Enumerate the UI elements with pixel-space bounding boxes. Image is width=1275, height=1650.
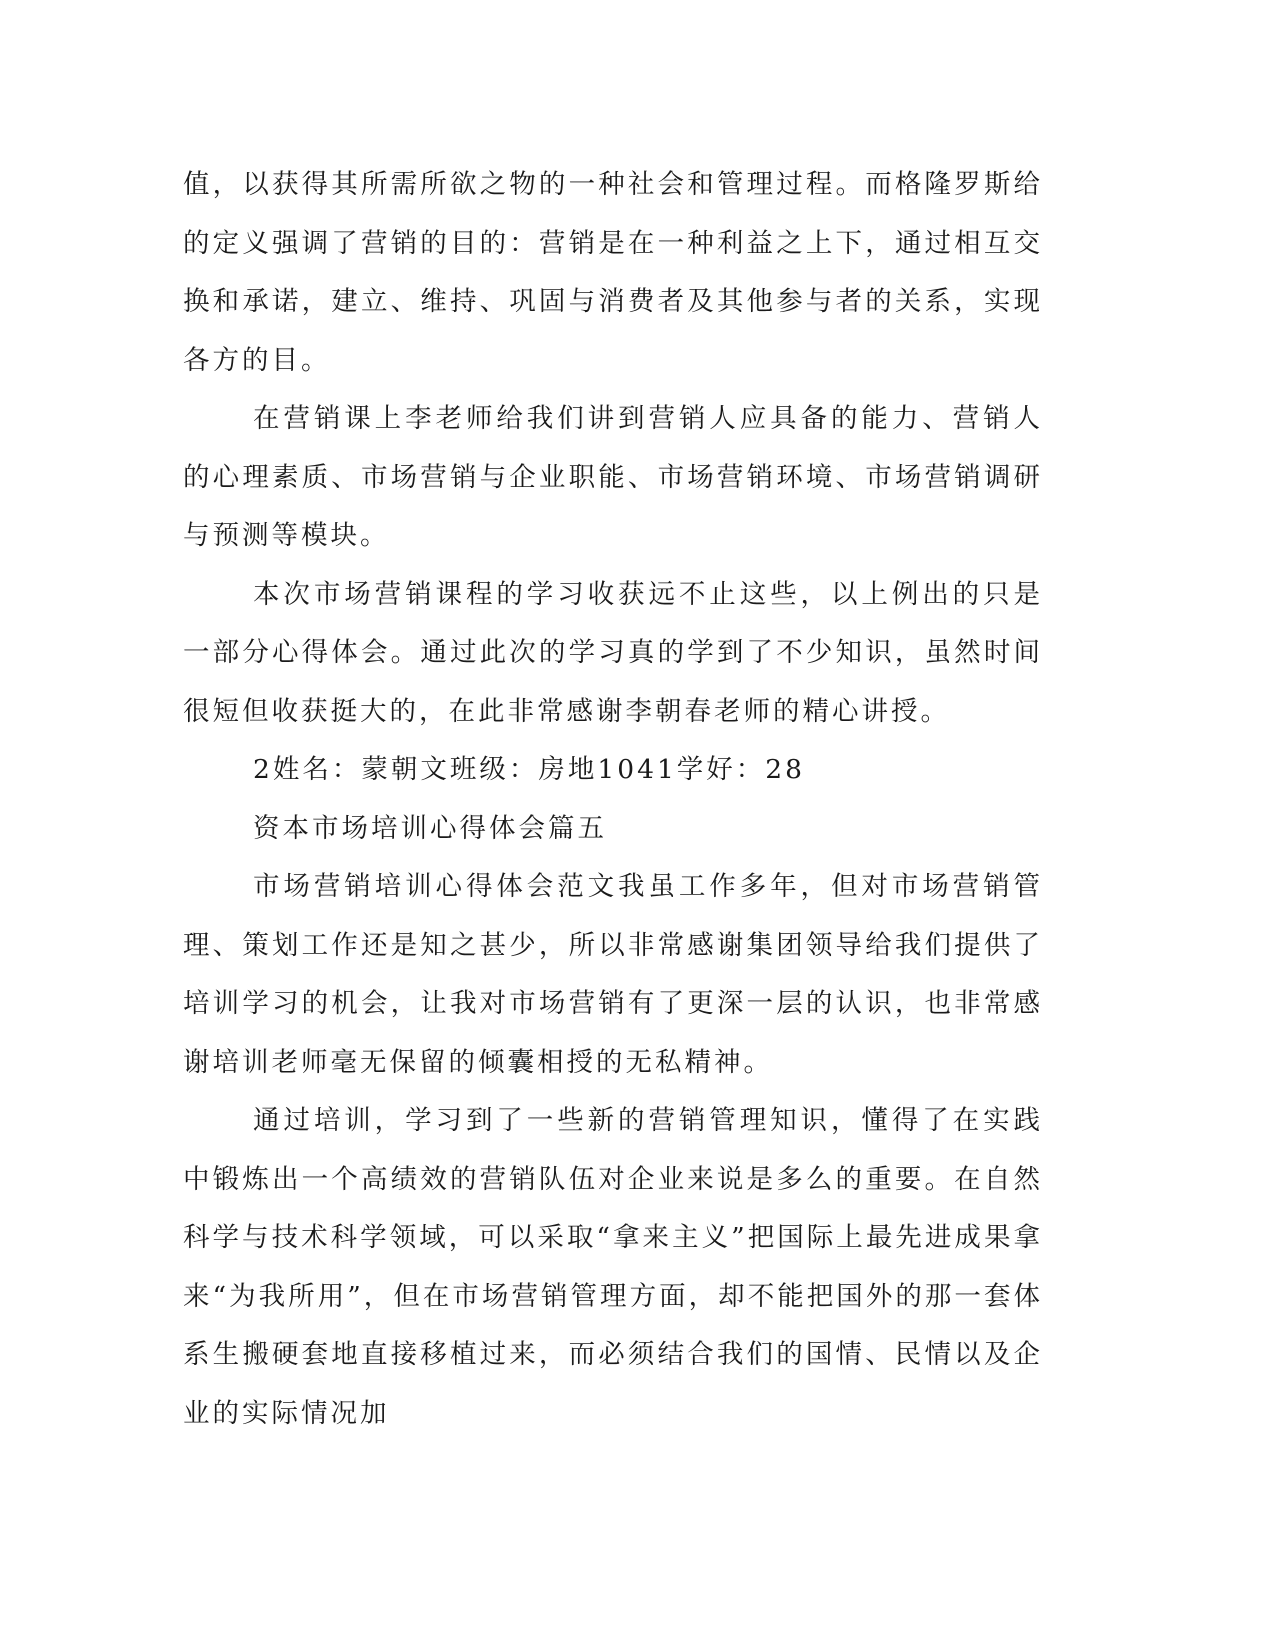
paragraph-2: 在营销课上李老师给我们讲到营销人应具备的能力、营销人的心理素质、市场营销与企业职能、市场营销环境、市场营销调研与预测等模块。 bbox=[183, 403, 1043, 551]
paragraph-1: 值，以获得其所需所欲之物的一种社会和管理过程。而格隆罗斯给的定义强调了营销的目的：营销是在一种利益之上下，通过相互交换和承诺，建立、维持、巩固与消费者及其他参与者的关系，实现各方的目。 bbox=[183, 169, 1043, 376]
document-body bbox=[183, 156, 1043, 1443]
section-heading: 资本市场培训心得体会篇五 bbox=[253, 812, 607, 844]
paragraph-4: 市场营销培训心得体会范文我虽工作多年，但对市场营销管理、策划工作还是知之甚少，所以非常感谢集团领导给我们提供了培训学习的机会，让我对市场营销有了更深一层的认识，也非常感谢培训老师毫无保留的倾囊相授的无私精神。 bbox=[183, 871, 1043, 1078]
paragraph-5: 通过培训，学习到了一些新的营销管理知识，懂得了在实践中锻炼出一个高绩效的营销队伍对企业来说是多么的重要。在自然科学与技术科学领域，可以采取“拿来主义”把国际上最先进成果拿来“为我所用”，但在市场营销管理方面，却不能把国外的那一套体系生搬硬套地直接移植过来，而必须结合我们的国情、民情以及企业的实际情况加 bbox=[183, 1105, 1043, 1429]
paragraph-3: 本次市场营销课程的学习收获远不止这些，以上例出的只是一部分心得体会。通过此次的学习真的学到了不少知识，虽然时间很短但收获挺大的，在此非常感谢李朝春老师的精心讲授。 bbox=[183, 578, 1043, 727]
author-info-line: 2姓名：蒙朝文班级：房地1041学好：28 bbox=[253, 754, 806, 785]
